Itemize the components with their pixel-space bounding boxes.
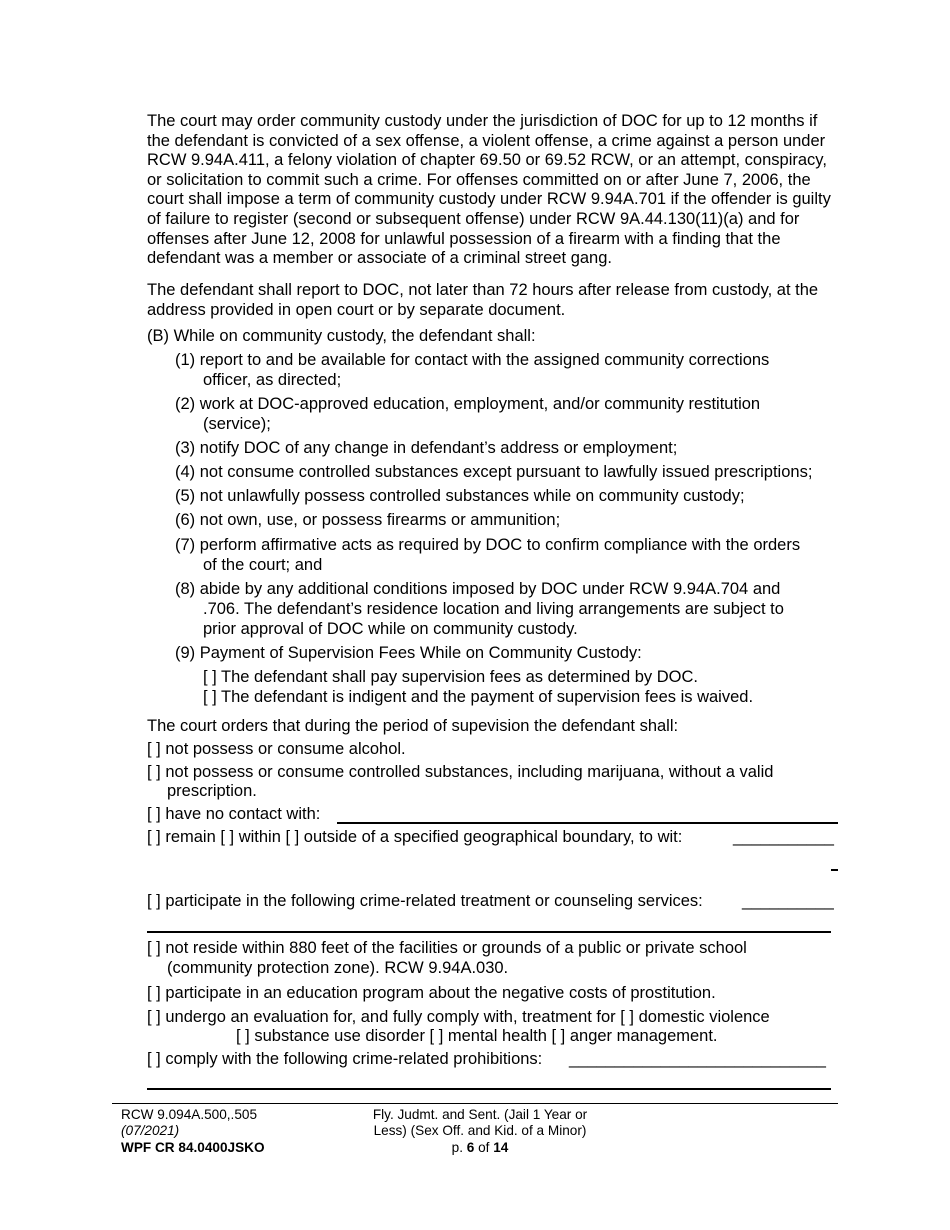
- condition-8-line1: (8) abide by any additional conditions imposed by DOC under RCW 9.94A.704 and: [175, 580, 781, 598]
- condition-2-line2: (service);: [203, 415, 271, 433]
- condition-3: (3) notify DOC of any change in defendant’s address or employment;: [175, 439, 678, 457]
- page-prefix: p.: [451, 1140, 463, 1155]
- order-remain-boundary[interactable]: [ ] remain [ ] within [ ] outside of a specified geographical boundary, to wit:: [147, 828, 683, 846]
- no-contact-blank-line[interactable]: [337, 822, 838, 824]
- order-no-reside-line1[interactable]: [ ] not reside within 880 feet of the facilities or grounds of a public or private school: [147, 939, 747, 957]
- page-total: 14: [493, 1140, 509, 1155]
- order-evaluation-line1[interactable]: [ ] undergo an evaluation for, and fully comply with, treatment for [ ] domestic violence: [147, 1008, 770, 1026]
- footer-page-number: [330, 1140, 630, 1156]
- boundary-continuation-mark: [831, 869, 838, 871]
- order-evaluation-line2[interactable]: [ ] substance use disorder [ ] mental health [ ] anger management.: [236, 1027, 718, 1045]
- condition-8-line3: prior approval of DOC while on community custody.: [203, 620, 578, 638]
- order-no-alcohol[interactable]: [ ] not possess or consume alcohol.: [147, 740, 406, 758]
- order-no-reside-line2: (community protection zone). RCW 9.94A.030.: [167, 959, 509, 977]
- condition-7-line1: (7) perform affirmative acts as required by DOC to confirm compliance with the orders: [175, 536, 801, 554]
- order-no-contact[interactable]: [ ] have no contact with:: [147, 805, 321, 823]
- footer-statute: RCW 9.094A.500,.505: [121, 1107, 258, 1122]
- condition-5: (5) not unlawfully possess controlled substances while on community custody;: [175, 487, 745, 505]
- intro-paragraph: The court may order community custody under the jurisdiction of DOC for up to 12 months if the defendant is convicted of a sex offense, a violent offense, a crime against a person under RCW 9.94A.411, a felony violation of chapter 69.50 or 69.52 RCW, or an attempt, conspiracy, or solicitation to commit such a crime. For offenses committed on or after June 7, 2006, the court shall impose a term of community custody under RCW 9.94A.701 if the offender is guilty of failure to register (second or subsequent offense) under RCW 9A.44.130(11)(a) and for offenses after June 12, 2008 for unlawful possession of a firearm with a finding that the defendant was a member or associate of a criminal street gang.: [147, 112, 831, 268]
- condition-4: (4) not consume controlled substances except pursuant to lawfully issued prescriptions;: [175, 463, 813, 481]
- prohibitions-blank[interactable]: ____________________________: [569, 1050, 826, 1068]
- condition-9: (9) Payment of Supervision Fees While on Community Custody:: [175, 644, 642, 662]
- footer-form-number: WPF CR 84.0400JSKO: [121, 1140, 265, 1155]
- prohibitions-blank-line[interactable]: [147, 1088, 831, 1090]
- order-prostitution-education[interactable]: [ ] participate in an education program about the negative costs of prostitution.: [147, 984, 716, 1002]
- condition-1-line2: officer, as directed;: [203, 371, 342, 389]
- page-current: 6: [466, 1140, 475, 1155]
- fee-option-waived[interactable]: [ ] The defendant is indigent and the payment of supervision fees is waived.: [203, 688, 754, 706]
- order-treatment[interactable]: [ ] participate in the following crime-related treatment or counseling services:: [147, 892, 703, 910]
- condition-1-line1: (1) report to and be available for contact with the assigned community corrections: [175, 351, 770, 369]
- page-of: of: [478, 1140, 490, 1155]
- report-paragraph: The defendant shall report to DOC, not later than 72 hours after release from custody, at the address provided in open court or by separate document.: [147, 281, 819, 319]
- condition-6: (6) not own, use, or possess firearms or ammunition;: [175, 511, 561, 529]
- order-no-controlled-line2: prescription.: [167, 782, 257, 800]
- court-orders-heading: The court orders that during the period of supevision the defendant shall:: [147, 717, 679, 735]
- condition-7-line2: of the court; and: [203, 556, 323, 574]
- order-no-controlled-line1[interactable]: [ ] not possess or consume controlled substances, including marijuana, without a valid: [147, 763, 774, 781]
- footer-divider: [112, 1103, 838, 1104]
- condition-8-line2: .706. The defendant’s residence location and living arrangements are subject to: [203, 600, 784, 618]
- treatment-blank-line[interactable]: [147, 931, 831, 933]
- footer-revision: (07/2021): [121, 1123, 180, 1138]
- treatment-blank[interactable]: __________: [742, 892, 834, 910]
- section-b-heading: (B) While on community custody, the defendant shall:: [147, 327, 536, 345]
- condition-2-line1: (2) work at DOC-approved education, employment, and/or community restitution: [175, 395, 761, 413]
- order-prohibitions[interactable]: [ ] comply with the following crime-related prohibitions:: [147, 1050, 543, 1068]
- boundary-blank[interactable]: ___________: [733, 828, 834, 846]
- fee-option-pay[interactable]: [ ] The defendant shall pay supervision fees as determined by DOC.: [203, 668, 698, 686]
- footer-title-line2: Less) (Sex Off. and Kid. of a Minor): [373, 1123, 587, 1138]
- footer-title-line1: Fly. Judmt. and Sent. (Jail 1 Year or: [372, 1107, 588, 1122]
